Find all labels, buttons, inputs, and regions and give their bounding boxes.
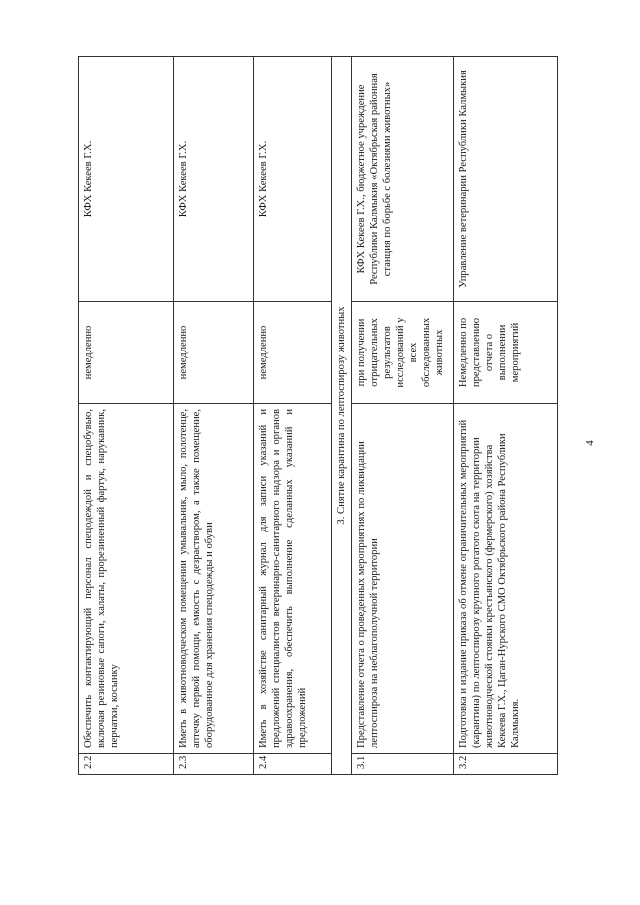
page-number: 4 — [583, 440, 596, 446]
table-row — [174, 57, 254, 775]
table-row — [454, 57, 558, 775]
row-number: 3.2 — [454, 754, 558, 775]
term-text: Немедленно по представлению отчета о выполнении мероприятий — [454, 302, 558, 404]
term-text: немедленно — [254, 302, 332, 404]
table-row — [79, 57, 174, 775]
action-text: Иметь в хозяйстве санитарный журнал для записи указаний и предложений специалистов ветеринарно-санитарного надзора и органов здравоохранения, обеспечить выполнение сделанных указаний и предложений — [254, 404, 332, 754]
row-number: 2.3 — [174, 754, 254, 775]
responsible-text: КФХ Кекеев Г.Х. — [174, 57, 254, 302]
responsible-text: КФХ Кекеев Г.Х. — [79, 57, 174, 302]
section-heading: 3. Снятие карантина по лептоспирозу животных — [332, 57, 352, 775]
action-text: Подготовка и издание приказа об отмене ограничительных мероприятий (карантина) по лептоспирозу крупного рогатого скота на территории животноводческой стоянки крестьянского (фермерского) хозяйства Кекеева Г.Х., Цаган-Нурского СМО Октябрьского района Республики Калмыкия. — [454, 404, 558, 754]
row-number: 2.4 — [254, 754, 332, 775]
action-text: Представление отчета о проведенных мероприятиях по ликвидации лептоспироза на неблагополучной территории — [352, 404, 454, 754]
row-number: 3.1 — [352, 754, 454, 775]
row-number: 2.2 — [79, 754, 174, 775]
responsible-text: КФХ Кекеев Г.Х. — [254, 57, 332, 302]
term-text: при получении отрицательных результатов исследований у всех обследованных животных — [352, 302, 454, 404]
responsible-text: КФХ Кекеев Г.Х., бюджетное учреждение Республики Калмыкия «Октябрьская районная станция по борьбе с болезнями животных» — [352, 57, 454, 302]
measures-table — [78, 56, 558, 775]
action-text: Обеспечить контактирующий персонал спецодеждой и спецобувью, включая резиновые сапоги, халаты, прорезиненный фартук, нарукавник, перчатки, косынку — [79, 404, 174, 754]
table-row — [352, 57, 454, 775]
table-row — [254, 57, 332, 775]
term-text: немедленно — [174, 302, 254, 404]
term-text: немедленно — [79, 302, 174, 404]
responsible-text: Управление ветеринарии Республики Калмыкия — [454, 57, 558, 302]
action-text: Иметь в животноводческом помещении умывальник, мыло, полотенце, аптечку первой помощи, емкость с дезраствором, а также помещение, оборудованное для хранения спецодежды и обуви — [174, 404, 254, 754]
section-row — [332, 57, 352, 775]
